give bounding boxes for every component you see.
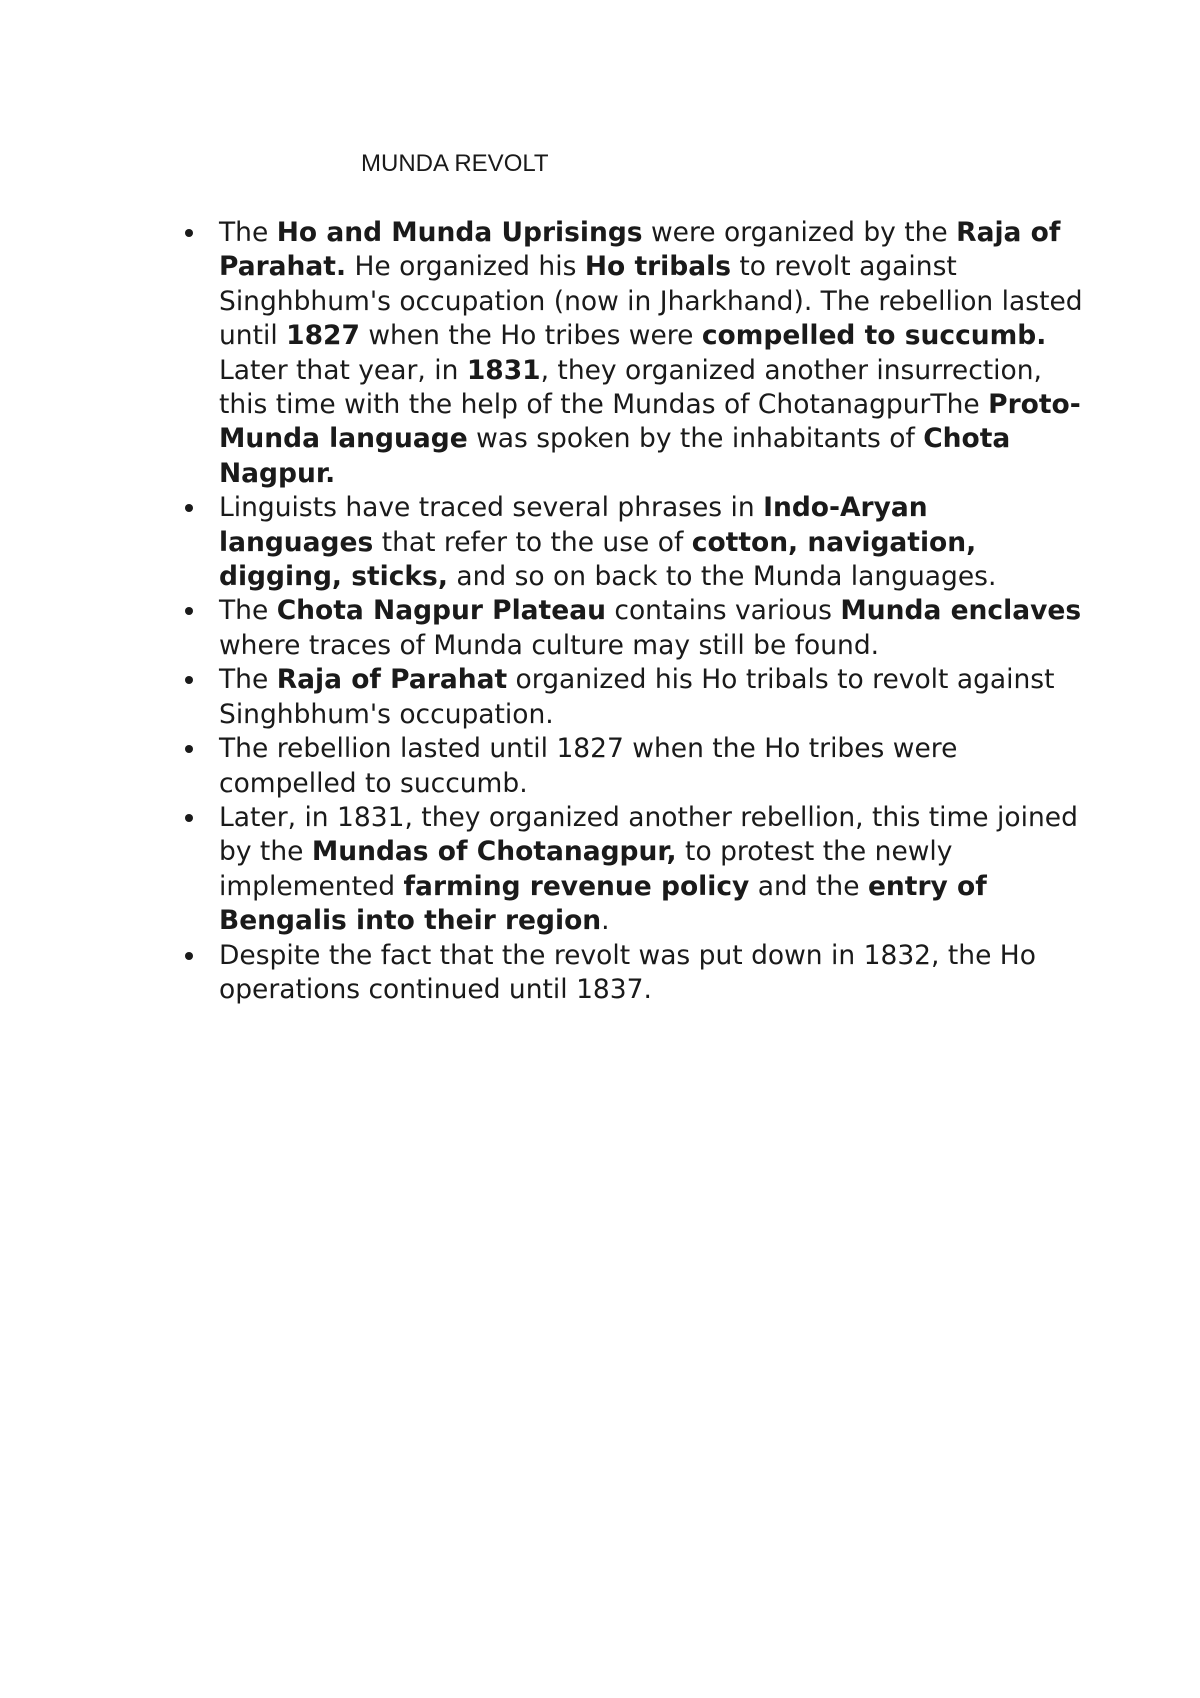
- bold-text: compelled to succumb.: [701, 320, 1047, 352]
- bold-text: Ho and Munda Uprisings: [276, 217, 643, 248]
- text-run: contains various: [605, 595, 841, 627]
- list-item: [219, 491, 1089, 594]
- list-item: [219, 801, 1089, 939]
- text-run: where traces of Munda culture may still be found.: [219, 629, 880, 661]
- text-run: Linguists have traced several phrases in: [219, 492, 764, 524]
- text-run: The: [219, 595, 277, 627]
- bold-text: 1831: [466, 354, 541, 386]
- text-run: The: [219, 664, 277, 696]
- text-run: and the: [749, 870, 868, 902]
- bold-text: Mundas of Chotanagpur,: [311, 836, 677, 868]
- bold-text: Munda enclaves: [840, 595, 1082, 627]
- list-item: [219, 663, 1089, 732]
- bullet-list: [219, 216, 1089, 1007]
- text-run: .: [601, 905, 610, 937]
- list-item: [219, 732, 1089, 801]
- bold-text: Indo-Aryan languages: [219, 492, 928, 558]
- bold-text: cotton, navigation, digging, sticks,: [219, 526, 977, 593]
- bold-text: Chota Nagpur Plateau: [276, 595, 606, 627]
- bold-text: Ho tribals: [584, 251, 731, 283]
- bold-text: farming revenue policy: [403, 870, 750, 902]
- text-run: He organized his: [346, 251, 585, 283]
- text-run: Later that year, in: [219, 354, 467, 386]
- bold-text: 1827: [286, 320, 360, 352]
- text-run: The rebellion lasted until 1827 when the Ho tribes were compelled to succumb.: [219, 733, 958, 799]
- text-run: was spoken by the inhabitants of: [467, 423, 924, 455]
- bold-text: Raja of Parahat.: [219, 217, 1061, 283]
- page-title: MUNDA REVOLT: [361, 150, 549, 177]
- list-item: [219, 594, 1089, 663]
- text-run: , they organized another insurrection, this time with the help of the Mundas of ChotanagpurThe: [219, 354, 1042, 421]
- text-run: Despite the fact that the revolt was put down in 1832, the Ho operations continued until 1837.: [219, 939, 1036, 1005]
- bold-text: Proto-Munda language: [219, 389, 1081, 455]
- text-run: that refer to the use of: [373, 526, 692, 558]
- bold-text: Chota Nagpur.: [219, 423, 1011, 489]
- bold-text: Raja of Parahat: [276, 664, 508, 696]
- text-run: Later, in 1831, they organized another rebellion, this time joined by the: [219, 801, 1078, 868]
- text-run: when the Ho tribes were: [359, 320, 702, 352]
- text-run: to protest the newly implemented: [219, 836, 953, 902]
- text-run: and so on back to the Munda languages.: [447, 561, 997, 593]
- bold-text: entry of Bengalis into their region: [219, 870, 987, 937]
- text-run: The: [219, 217, 277, 248]
- text-run: organized his Ho tribals to revolt against Singhbhum's occupation.: [219, 664, 1055, 730]
- list-item: [219, 216, 1089, 491]
- list-item: [219, 939, 1089, 1008]
- text-run: to revolt against Singhbhum's occupation (now in Jharkhand). The rebellion lasted until: [219, 251, 1083, 352]
- text-run: were organized by the: [642, 217, 957, 248]
